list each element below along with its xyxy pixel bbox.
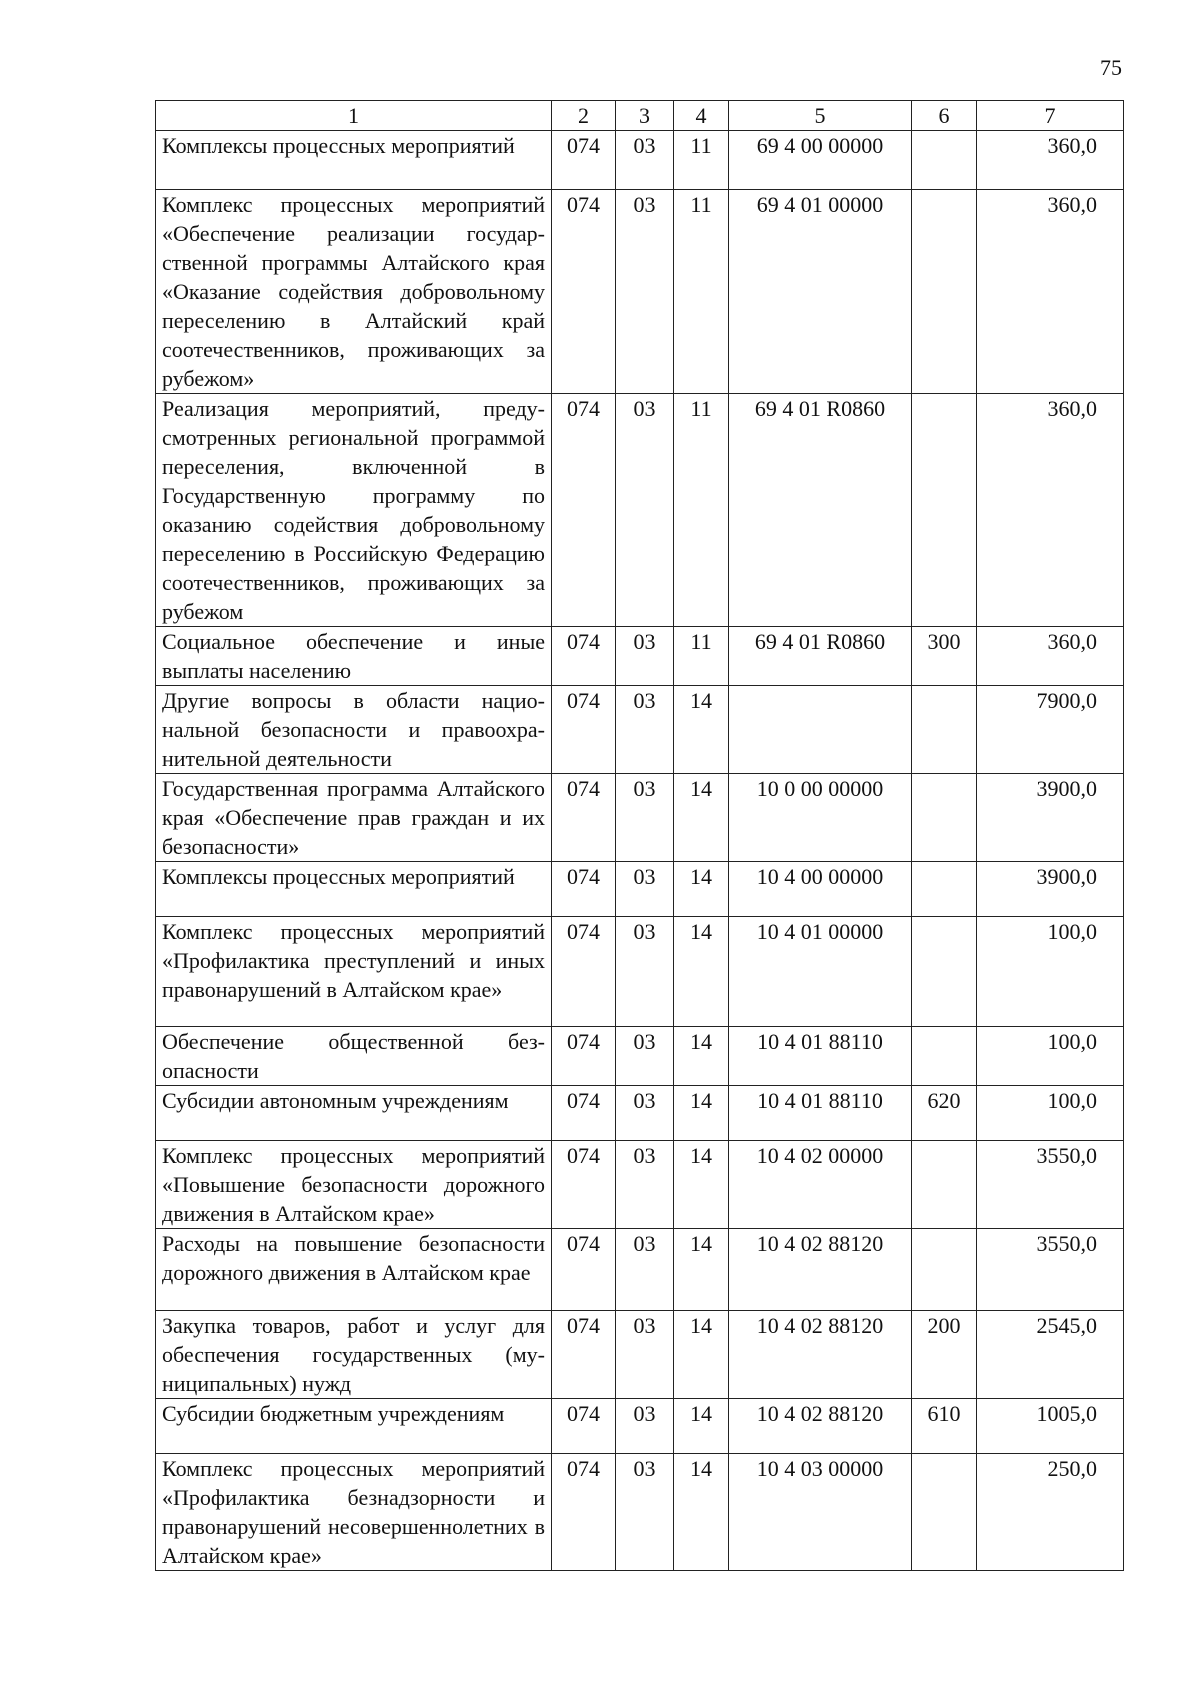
target-item-code-cell: 10 4 01 88110	[729, 1027, 912, 1086]
chapter-code-cell: 074	[552, 1311, 616, 1399]
chapter-code-cell: 074	[552, 686, 616, 774]
table-header-row	[156, 101, 1124, 131]
subsection-code-cell: 14	[674, 917, 729, 1027]
section-code-cell: 03	[616, 917, 674, 1027]
table-row	[156, 774, 1124, 862]
target-item-code-cell	[729, 686, 912, 774]
item-name-cell: Социальное обеспечение и иные выплаты населению	[156, 627, 552, 686]
target-item-code-cell: 69 4 00 00000	[729, 131, 912, 190]
target-item-code-cell: 10 0 00 00000	[729, 774, 912, 862]
expense-type-code-cell	[912, 190, 977, 394]
amount-cell: 100,0	[977, 1086, 1124, 1141]
chapter-code-cell: 074	[552, 394, 616, 627]
expense-type-code-cell	[912, 862, 977, 917]
amount-cell: 360,0	[977, 627, 1124, 686]
subsection-code-cell: 11	[674, 394, 729, 627]
subsection-code-cell: 14	[674, 774, 729, 862]
chapter-code-cell: 074	[552, 131, 616, 190]
expense-type-code-cell: 300	[912, 627, 977, 686]
amount-cell: 360,0	[977, 131, 1124, 190]
amount-cell: 360,0	[977, 190, 1124, 394]
subsection-code-cell: 11	[674, 627, 729, 686]
item-name-cell: Комплекс процессных мероприятий «Профилактика безнадзорности и правонарушений несовершеннолетних в Алтайском крае»	[156, 1454, 552, 1571]
table-row	[156, 686, 1124, 774]
table-row	[156, 1027, 1124, 1086]
expense-type-code-cell: 200	[912, 1311, 977, 1399]
amount-cell: 3550,0	[977, 1229, 1124, 1311]
subsection-code-cell: 14	[674, 1311, 729, 1399]
header-cell: 4	[674, 101, 729, 131]
section-code-cell: 03	[616, 1141, 674, 1229]
expense-type-code-cell	[912, 917, 977, 1027]
chapter-code-cell: 074	[552, 1141, 616, 1229]
section-code-cell: 03	[616, 1086, 674, 1141]
subsection-code-cell: 14	[674, 1027, 729, 1086]
target-item-code-cell: 69 4 01 00000	[729, 190, 912, 394]
amount-cell: 3900,0	[977, 774, 1124, 862]
item-name-cell: Комплексы процессных мероприятий	[156, 862, 552, 917]
chapter-code-cell: 074	[552, 1229, 616, 1311]
amount-cell: 7900,0	[977, 686, 1124, 774]
expense-type-code-cell	[912, 394, 977, 627]
subsection-code-cell: 14	[674, 1399, 729, 1454]
table-row	[156, 131, 1124, 190]
chapter-code-cell: 074	[552, 1086, 616, 1141]
expense-type-code-cell	[912, 686, 977, 774]
target-item-code-cell: 69 4 01 R0860	[729, 627, 912, 686]
expense-type-code-cell: 620	[912, 1086, 977, 1141]
target-item-code-cell: 10 4 01 88110	[729, 1086, 912, 1141]
item-name-cell: Комплексы процессных мероприятий	[156, 131, 552, 190]
subsection-code-cell: 14	[674, 1086, 729, 1141]
table-row	[156, 1229, 1124, 1311]
chapter-code-cell: 074	[552, 774, 616, 862]
amount-cell: 2545,0	[977, 1311, 1124, 1399]
table-row	[156, 1399, 1124, 1454]
section-code-cell: 03	[616, 686, 674, 774]
expense-type-code-cell	[912, 1229, 977, 1311]
page-number: 75	[1100, 55, 1122, 80]
expense-type-code-cell	[912, 774, 977, 862]
section-code-cell: 03	[616, 862, 674, 917]
section-code-cell: 03	[616, 1311, 674, 1399]
table-row	[156, 1311, 1124, 1399]
subsection-code-cell: 14	[674, 862, 729, 917]
header-cell: 6	[912, 101, 977, 131]
header-cell: 3	[616, 101, 674, 131]
section-code-cell: 03	[616, 394, 674, 627]
target-item-code-cell: 69 4 01 R0860	[729, 394, 912, 627]
item-name-cell: Комплекс процессных мероприятий «Повышение безопасности дорожного движения в Алтайском крае»	[156, 1141, 552, 1229]
table-row	[156, 1141, 1124, 1229]
amount-cell: 3900,0	[977, 862, 1124, 917]
subsection-code-cell: 11	[674, 190, 729, 394]
item-name-cell: Закупка товаров, работ и услуг для обеспечения государственных (муниципальных) нужд	[156, 1311, 552, 1399]
header-cell: 7	[977, 101, 1124, 131]
expense-type-code-cell	[912, 131, 977, 190]
target-item-code-cell: 10 4 00 00000	[729, 862, 912, 917]
expense-type-code-cell	[912, 1141, 977, 1229]
subsection-code-cell: 11	[674, 131, 729, 190]
amount-cell: 1005,0	[977, 1399, 1124, 1454]
chapter-code-cell: 074	[552, 1454, 616, 1571]
budget-table	[155, 100, 1124, 1571]
target-item-code-cell: 10 4 02 00000	[729, 1141, 912, 1229]
chapter-code-cell: 074	[552, 1027, 616, 1086]
item-name-cell: Государственная программа Алтайского края «Обеспечение прав граждан и их безопасности»	[156, 774, 552, 862]
amount-cell: 100,0	[977, 917, 1124, 1027]
section-code-cell: 03	[616, 1027, 674, 1086]
section-code-cell: 03	[616, 627, 674, 686]
target-item-code-cell: 10 4 02 88120	[729, 1311, 912, 1399]
table-row	[156, 190, 1124, 394]
section-code-cell: 03	[616, 1399, 674, 1454]
expense-type-code-cell: 610	[912, 1399, 977, 1454]
subsection-code-cell: 14	[674, 686, 729, 774]
subsection-code-cell: 14	[674, 1454, 729, 1571]
table-row	[156, 862, 1124, 917]
item-name-cell: Субсидии автономным учреждениям	[156, 1086, 552, 1141]
item-name-cell: Комплекс процессных мероприятий «Обеспечение реализации государственной программы Алтайского края «Оказание содействия добровольному переселению в Алтайский край соотечественников, проживающих за рубежом»	[156, 190, 552, 394]
amount-cell: 100,0	[977, 1027, 1124, 1086]
target-item-code-cell: 10 4 02 88120	[729, 1229, 912, 1311]
expense-type-code-cell	[912, 1027, 977, 1086]
table-row	[156, 394, 1124, 627]
section-code-cell: 03	[616, 1229, 674, 1311]
target-item-code-cell: 10 4 02 88120	[729, 1399, 912, 1454]
section-code-cell: 03	[616, 190, 674, 394]
chapter-code-cell: 074	[552, 917, 616, 1027]
target-item-code-cell: 10 4 01 00000	[729, 917, 912, 1027]
table-row	[156, 627, 1124, 686]
chapter-code-cell: 074	[552, 190, 616, 394]
table-row	[156, 1454, 1124, 1571]
chapter-code-cell: 074	[552, 627, 616, 686]
subsection-code-cell: 14	[674, 1229, 729, 1311]
expense-type-code-cell	[912, 1454, 977, 1571]
chapter-code-cell: 074	[552, 862, 616, 917]
header-cell: 5	[729, 101, 912, 131]
item-name-cell: Расходы на повышение безопасности дорожного движения в Алтайском крае	[156, 1229, 552, 1311]
section-code-cell: 03	[616, 1454, 674, 1571]
subsection-code-cell: 14	[674, 1141, 729, 1229]
item-name-cell: Реализация мероприятий, предусмотренных региональной программой переселения, включенной в Государственную программу по оказанию содействия добровольному переселению в Российскую Федерацию соотечественников, проживающих за рубежом	[156, 394, 552, 627]
item-name-cell: Обеспечение общественной безопасности	[156, 1027, 552, 1086]
item-name-cell: Другие вопросы в области национальной безопасности и правоохранительной деятельности	[156, 686, 552, 774]
header-cell: 2	[552, 101, 616, 131]
item-name-cell: Комплекс процессных мероприятий «Профилактика преступлений и иных правонарушений в Алтайском крае»	[156, 917, 552, 1027]
section-code-cell: 03	[616, 774, 674, 862]
amount-cell: 3550,0	[977, 1141, 1124, 1229]
budget-table-body	[156, 101, 1124, 1571]
table-row	[156, 917, 1124, 1027]
amount-cell: 360,0	[977, 394, 1124, 627]
section-code-cell: 03	[616, 131, 674, 190]
header-cell: 1	[156, 101, 552, 131]
table-row	[156, 1086, 1124, 1141]
chapter-code-cell: 074	[552, 1399, 616, 1454]
item-name-cell: Субсидии бюджетным учреждениям	[156, 1399, 552, 1454]
amount-cell: 250,0	[977, 1454, 1124, 1571]
target-item-code-cell: 10 4 03 00000	[729, 1454, 912, 1571]
